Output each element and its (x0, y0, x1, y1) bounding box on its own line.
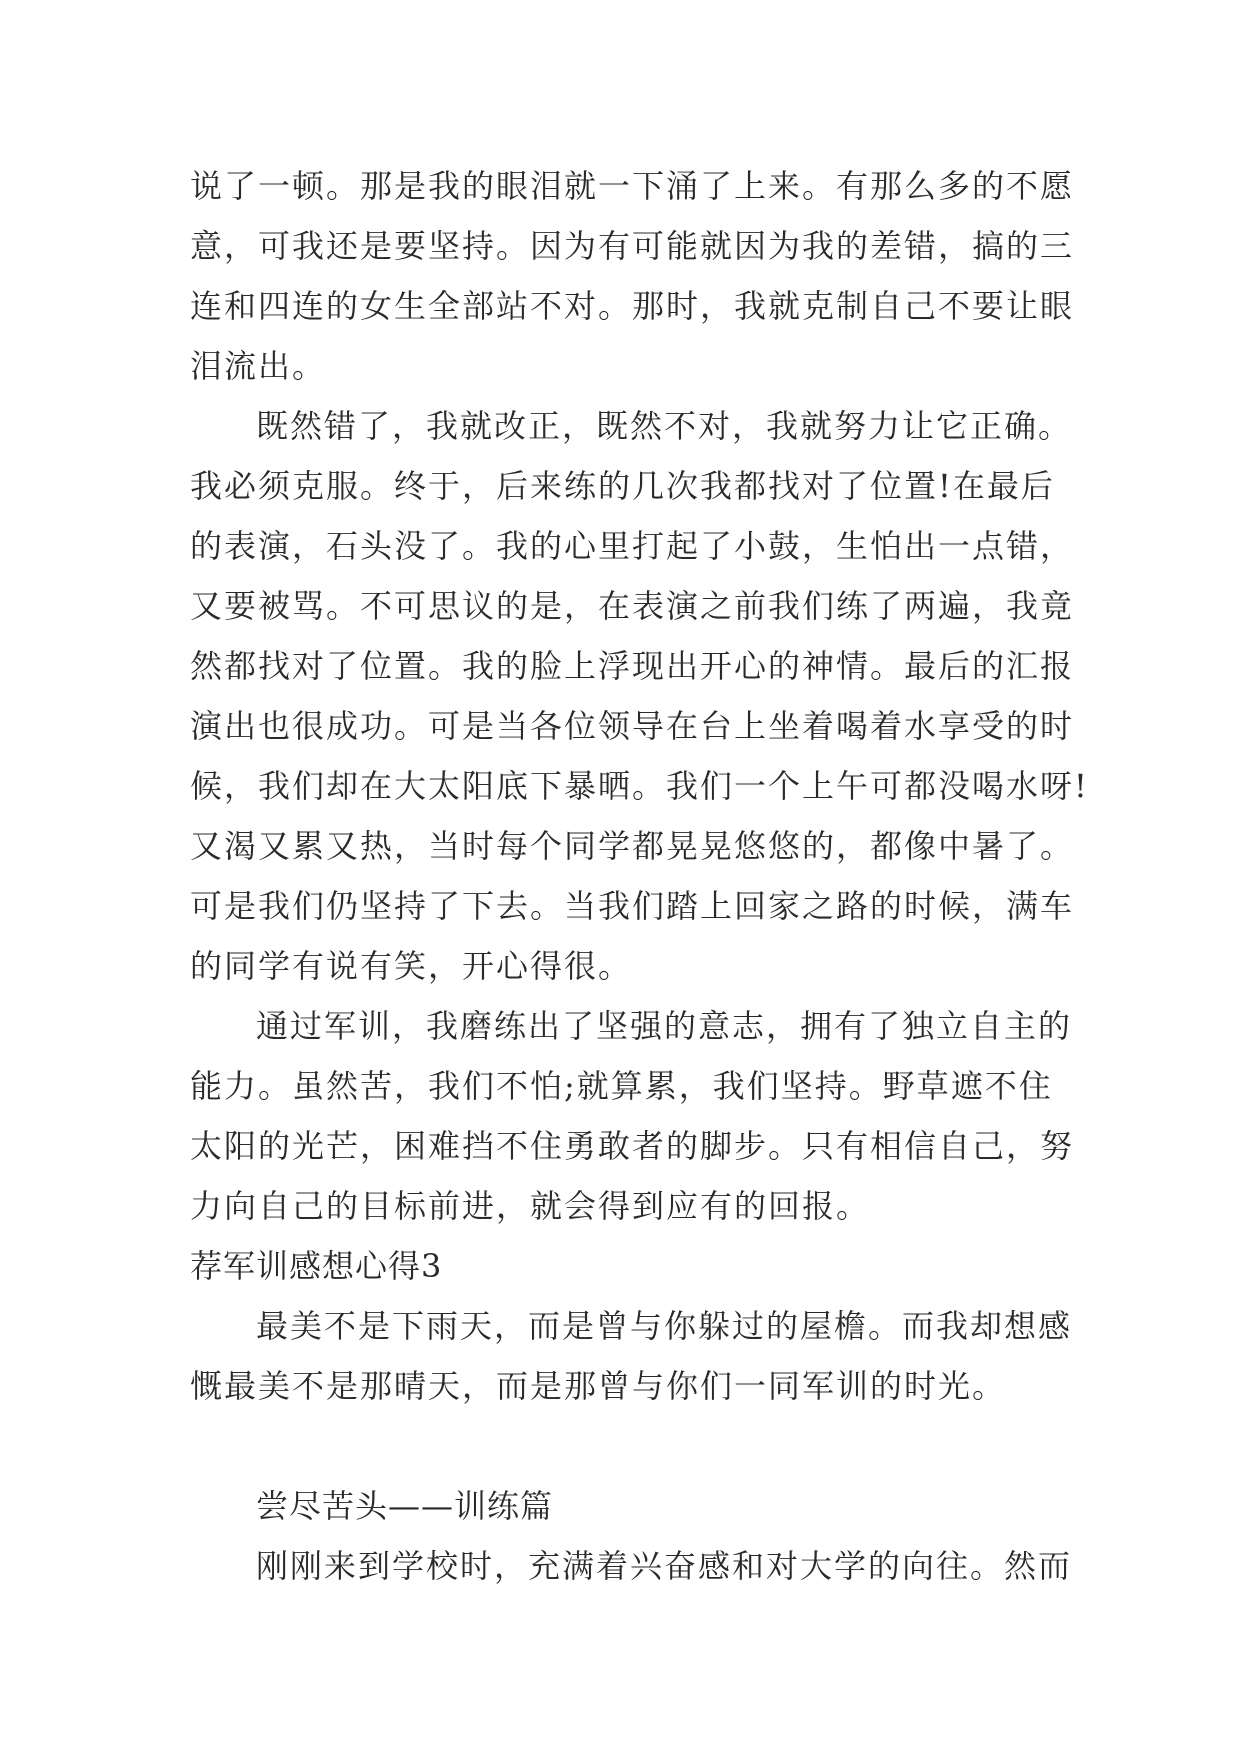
paragraph-line: 能力。虽然苦，我们不怕;就算累，我们坚持。野草遮不住 (190, 1067, 1053, 1105)
paragraph-line: 太阳的光芒，困难挡不住勇敢者的脚步。只有相信自己，努 (190, 1127, 1075, 1165)
paragraph-line: 最美不是下雨天，而是曾与你躲过的屋檐。而我却想感 (256, 1307, 1073, 1345)
paragraph-line: 的表演，石头没了。我的心里打起了小鼓，生怕出一点错， (190, 527, 1075, 565)
paragraph-line: 说了一顿。那是我的眼泪就一下涌了上来。有那么多的不愿 (190, 167, 1075, 205)
paragraph-line: 又要被骂。不可思议的是，在表演之前我们练了两遍，我竟 (190, 587, 1075, 625)
paragraph-line: 刚刚来到学校时，充满着兴奋感和对大学的向往。然而 (256, 1547, 1073, 1585)
paragraph-line: 我必须克服。终于，后来练的几次我都找对了位置!在最后 (190, 467, 1055, 505)
paragraph-line: 泪流出。 (190, 347, 327, 385)
paragraph-line: 演出也很成功。可是当各位领导在台上坐着喝着水享受的时 (190, 707, 1075, 745)
paragraph-line: 力向自己的目标前进，就会得到应有的回报。 (190, 1187, 871, 1225)
paragraph-line: 候，我们却在大太阳底下暴晒。我们一个上午可都没喝水呀! (190, 767, 1089, 805)
paragraph-line: 意，可我还是要坚持。因为有可能就因为我的差错，搞的三 (190, 227, 1075, 265)
paragraph-line: 然都找对了位置。我的脸上浮现出开心的神情。最后的汇报 (190, 647, 1075, 685)
paragraph-line: 既然错了，我就改正，既然不对，我就努力让它正确。 (256, 407, 1073, 445)
paragraph-line: 慨最美不是那晴天，而是那曾与你们一同军训的时光。 (190, 1367, 1007, 1405)
paragraph-line: 的同学有说有笑，开心得很。 (190, 947, 633, 985)
paragraph-line: 通过军训，我磨练出了坚强的意志，拥有了独立自主的 (256, 1007, 1073, 1045)
paragraph-line: 可是我们仍坚持了下去。当我们踏上回家之路的时候，满车 (190, 887, 1075, 925)
section-heading: 荐军训感想心得3 (190, 1247, 443, 1285)
subsection-heading: 尝尽苦头——训练篇 (256, 1487, 554, 1525)
paragraph-line: 又渴又累又热，当时每个同学都晃晃悠悠的，都像中暑了。 (190, 827, 1075, 865)
paragraph-line: 连和四连的女生全部站不对。那时，我就克制自己不要让眼 (190, 287, 1075, 325)
